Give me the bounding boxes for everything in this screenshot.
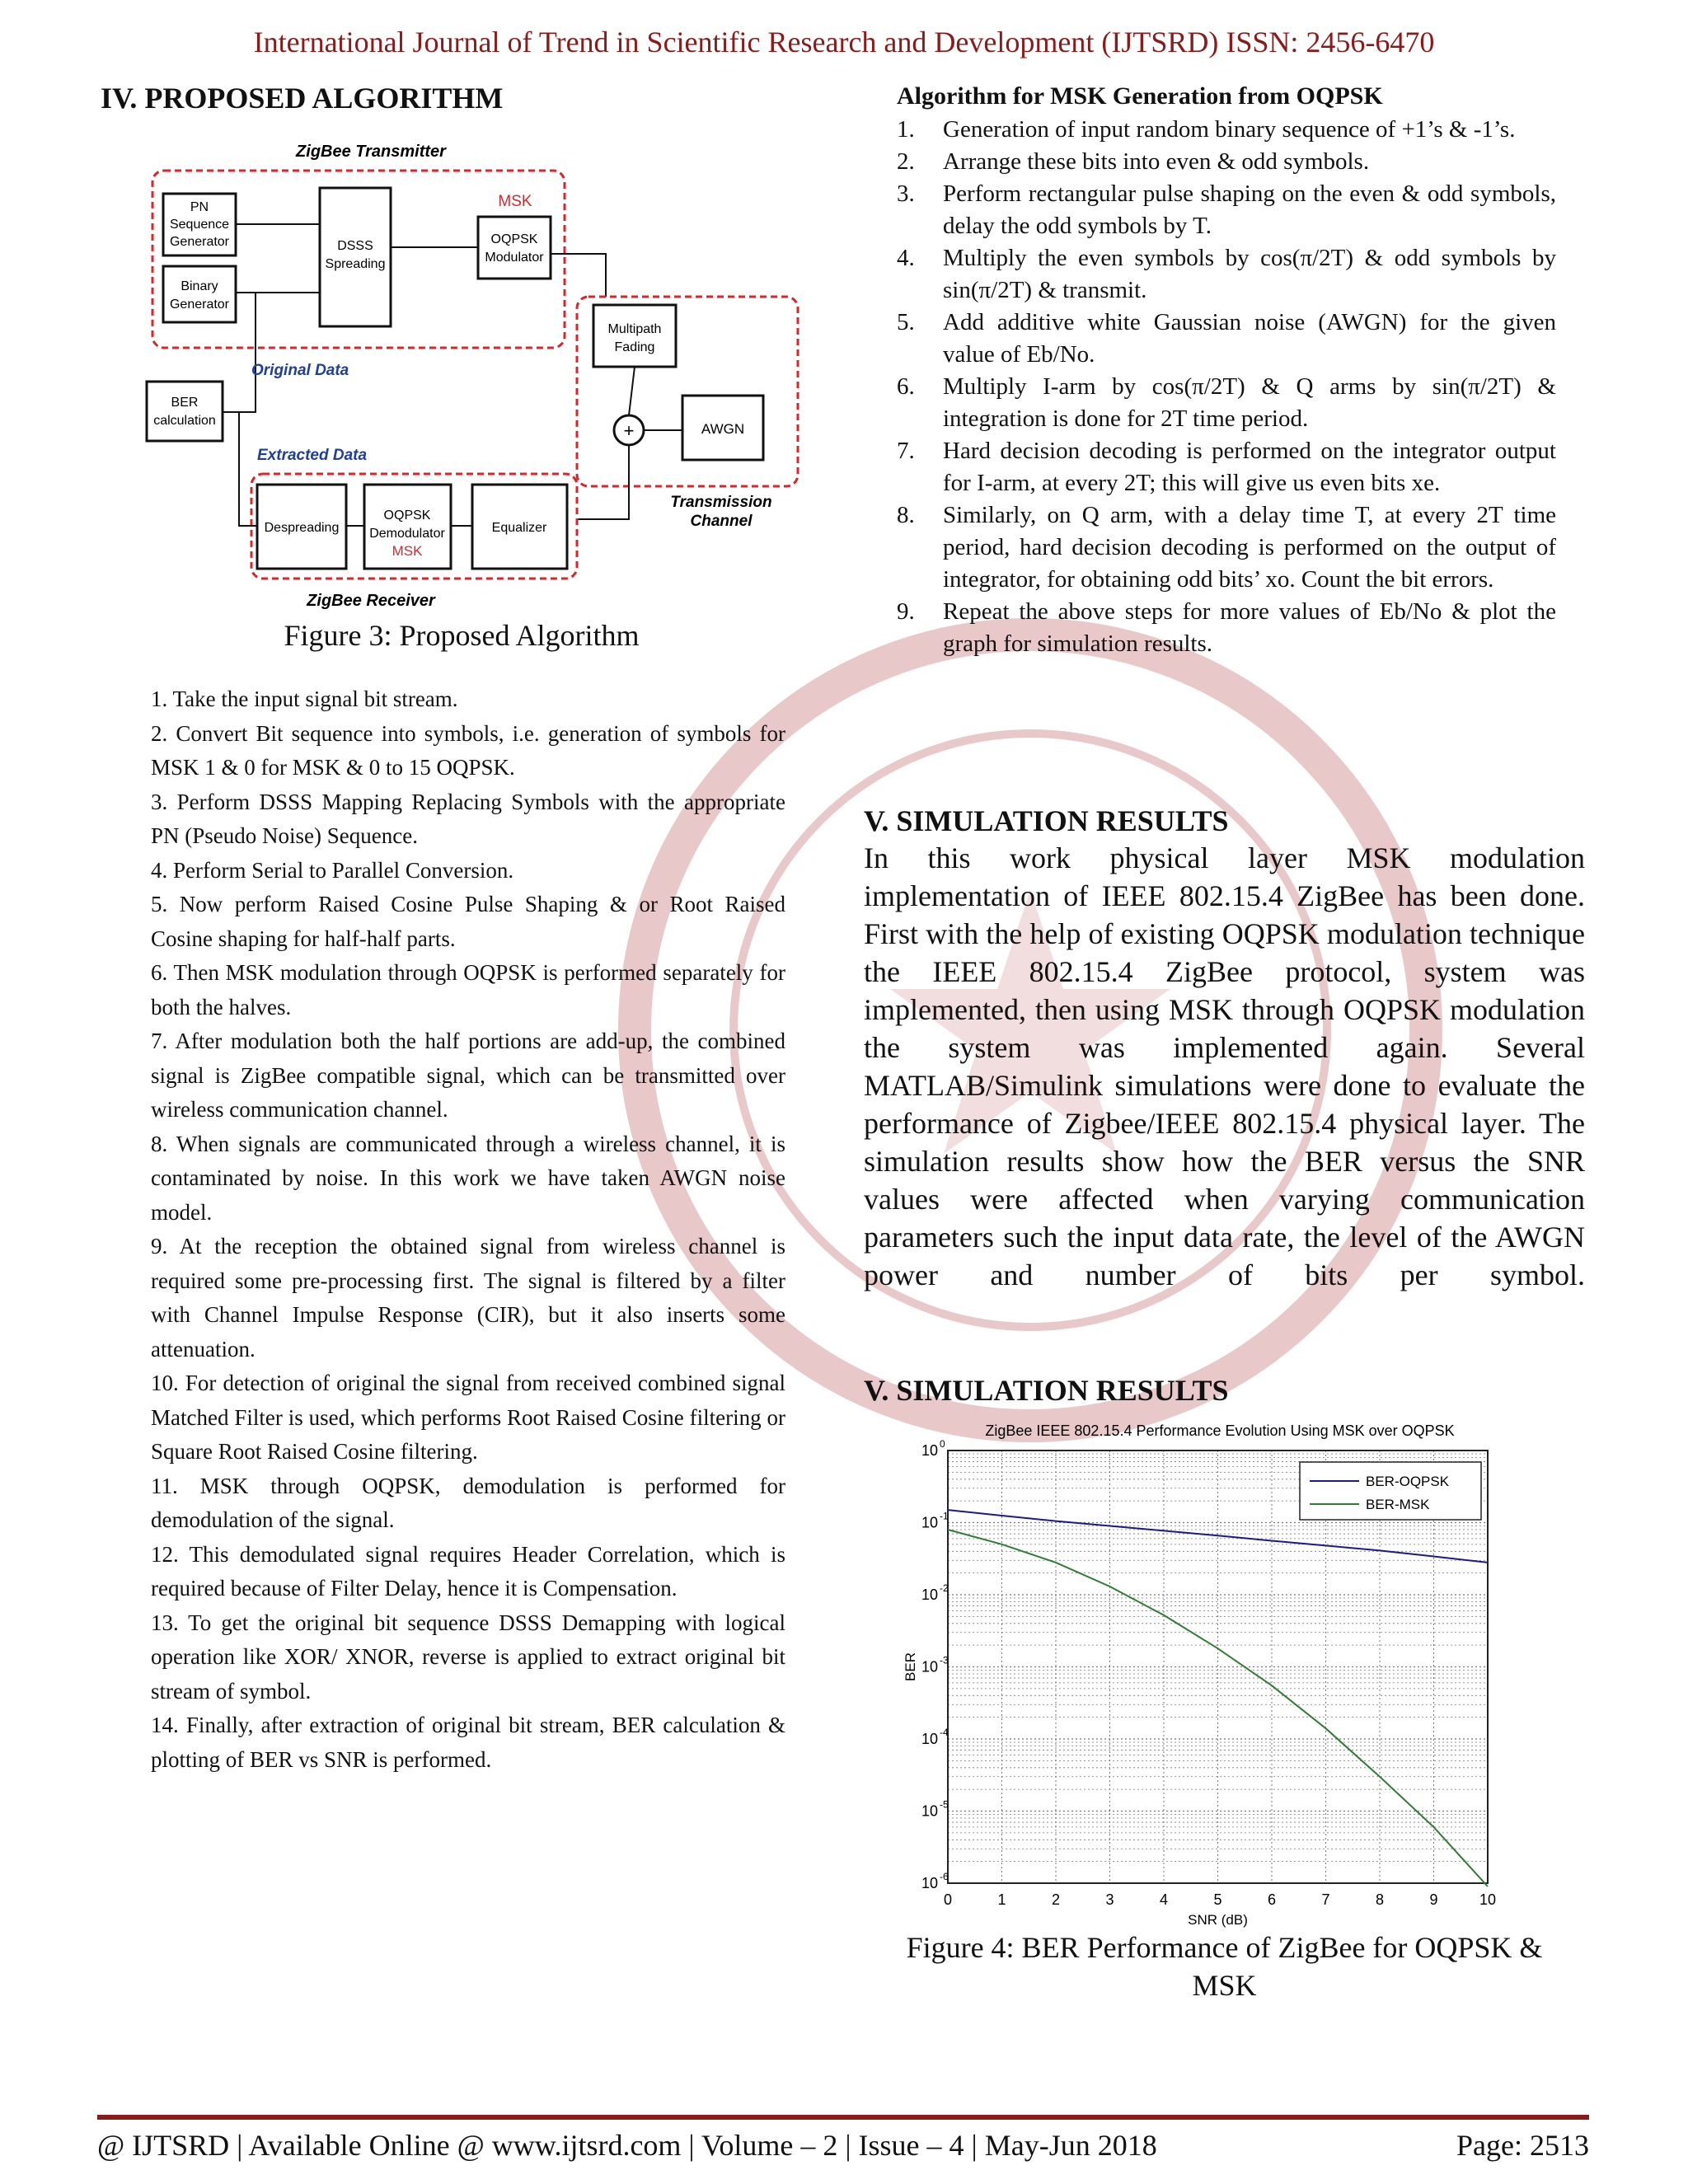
ber-label-1: BER	[171, 396, 199, 410]
binary-label-1: Binary	[181, 279, 218, 293]
binary-generator-block	[163, 266, 236, 322]
adder-symbol: +	[623, 420, 635, 441]
pn-label-1: PN	[190, 200, 209, 214]
x-tick-label: 1	[997, 1891, 1006, 1908]
step-number: 5.	[897, 309, 915, 335]
y-tick-exponent: -1	[940, 1510, 949, 1522]
binary-label-2: Generator	[169, 298, 230, 312]
x-tick-label: 9	[1429, 1891, 1438, 1908]
ber-calculation-block	[147, 382, 223, 441]
list-item	[897, 371, 1556, 435]
list-item: 12. This demodulated signal requires Header Correlation, which is required because of Filter Delay, hence it is Compensation.	[151, 1541, 785, 1601]
y-tick-label: 10	[921, 1658, 938, 1675]
step-text: Generation of input random binary sequence of +1’s & -1’s.	[943, 116, 1516, 143]
footer-left: @ IJTSRD | Available Online @ www.ijtsrd.com | Volume – 2 | Issue – 4 | May-Jun 2018	[97, 2129, 1157, 2162]
list-item	[897, 178, 1556, 242]
channel-label-2: Channel	[690, 513, 753, 530]
x-tick-label: 4	[1159, 1891, 1169, 1908]
list-item: 10. For detection of original the signal from received combined signal Matched Filter is used, which performs Root Raised Cosine filtering or Square Root Raised Cosine filtering.	[151, 1371, 785, 1464]
receiver-title: ZigBee Receiver	[307, 592, 435, 610]
list-item	[897, 596, 1556, 660]
list-item: 2. Convert Bit sequence into symbols, i.e. generation of symbols for MSK 1 & 0 for MSK & 0 to 15 OQPSK.	[151, 720, 785, 780]
dsss-label-2: Spreading	[325, 257, 386, 271]
list-item: 14. Finally, after extraction of original bit stream, BER calculation & plotting of BER vs SNR is performed.	[151, 1713, 785, 1772]
x-tick-label: 6	[1267, 1891, 1277, 1908]
list-item: 6. Then MSK modulation through OQPSK is performed separately for both the halves.	[151, 960, 785, 1019]
y-tick-label: 10	[921, 1442, 938, 1459]
step-number: 3.	[897, 180, 915, 207]
list-item: 5. Now perform Raised Cosine Pulse Shaping & or Root Raised Cosine shaping for half-half parts.	[151, 892, 785, 951]
list-item: 1. Take the input signal bit stream.	[151, 687, 458, 711]
msk-algorithm-title: Algorithm for MSK Generation from OQPSK	[897, 82, 1383, 110]
y-axis-label: BER	[903, 1652, 918, 1681]
list-item	[897, 435, 1556, 499]
mf-label-1: Multipath	[607, 322, 662, 336]
y-tick-exponent: -5	[940, 1798, 949, 1811]
list-item	[897, 242, 1556, 307]
msk-tx-label: MSK	[498, 193, 532, 210]
list-item: 8. When signals are communicated through a wireless channel, it is contaminated by noise. In this work we have taken AWGN noise model.	[151, 1131, 785, 1225]
oqpsk-modulator-block	[478, 217, 551, 279]
channel-label-1: Transmission	[670, 494, 772, 511]
y-tick-label: 10	[921, 1875, 938, 1891]
legend-label: BER-MSK	[1366, 1497, 1430, 1512]
dsss-label-1: DSSS	[337, 239, 373, 253]
step-number: 2.	[897, 148, 915, 175]
step-text: Repeat the above steps for more values of Eb/No & plot the graph for simulation results.	[943, 598, 1556, 657]
simulation-paragraph: In this work physical layer MSK modulation implementation of IEEE 802.15.4 ZigBee has been done. First with the help of existing OQPSK modulation technique the IEEE 802.15.4 ZigBee protocol, system was implemented, then using MSK through OQPSK modulation the system was implemented again. Several MATLAB/Simulink simulations were done to evaluate the performance of Zigbee/IEEE 802.15.4 physical layer. The simulation results show how the BER versus the SNR values were affected when varying communication parameters such the input data rate, the level of the AWGN power and number of bits per symbol.	[864, 841, 1585, 1291]
y-tick-exponent: -4	[940, 1727, 949, 1738]
list-item	[897, 307, 1556, 371]
y-tick-label: 10	[921, 1731, 938, 1747]
chart-legend	[1300, 1462, 1481, 1520]
oqpsk-demod-label-2: Demodulator	[369, 527, 445, 541]
y-tick-label: 10	[921, 1514, 938, 1531]
list-item: 13. To get the original bit sequence DSSS Demapping with logical operation like XOR/ XNOR, reverse is applied to extract original bit stream of symbol.	[151, 1610, 785, 1704]
section-title-proposed-algorithm: IV. PROPOSED ALGORITHM	[101, 82, 504, 115]
msk-algorithm-steps	[897, 114, 1556, 660]
list-item: 3. Perform DSSS Mapping Replacing Symbols with the appropriate PN (Pseudo Noise) Sequence.	[151, 789, 785, 848]
step-number: 1.	[897, 116, 915, 143]
step-number: 6.	[897, 373, 915, 400]
x-tick-label: 7	[1321, 1891, 1330, 1908]
oqpsk-mod-label-1: OQPSK	[490, 232, 538, 246]
figure-4-caption-line-2: MSK	[1192, 1969, 1257, 2002]
x-tick-label: 3	[1105, 1891, 1114, 1908]
step-number: 9.	[897, 598, 915, 625]
y-tick-label: 10	[921, 1586, 938, 1603]
list-item: 4. Perform Serial to Parallel Conversion.	[151, 857, 514, 883]
equalizer-label: Equalizer	[491, 521, 547, 535]
list-item	[897, 499, 1556, 596]
list-item	[897, 146, 1556, 178]
oqpsk-mod-label-2: Modulator	[485, 251, 544, 265]
list-item	[897, 114, 1556, 146]
step-text: Hard decision decoding is performed on the integrator output for I-arm, at every 2T; this will give us even bits xe.	[943, 438, 1556, 496]
step-text: Multiply I-arm by cos(π/2T) & Q arms by sin(π/2T) & integration is done for 2T time period.	[943, 373, 1556, 432]
y-tick-exponent: -3	[940, 1654, 949, 1666]
extracted-data-label: Extracted Data	[257, 447, 368, 464]
page-footer	[97, 2128, 1589, 2163]
section-title-simulation-results-2: V. SIMULATION RESULTS	[864, 1374, 1229, 1407]
step-text: Perform rectangular pulse shaping on the even & odd symbols, delay the odd symbols by T.	[943, 180, 1556, 239]
figure-3-block-diagram	[132, 132, 824, 618]
y-tick-label: 10	[921, 1802, 938, 1820]
footer-page-number: Page: 2513	[1456, 2129, 1589, 2162]
step-text: Add additive white Gaussian noise (AWGN) for the given value of Eb/No.	[943, 309, 1556, 368]
step-text: Multiply the even symbols by cos(π/2T) & odd symbols by sin(π/2T) & transmit.	[943, 245, 1556, 303]
step-text: Arrange these bits into even & odd symbols.	[943, 148, 1370, 175]
list-item: 7. After modulation both the half portions are add-up, the combined signal is ZigBee compatible signal, which can be transmitted over wireless communication channel.	[151, 1029, 785, 1122]
awgn-label: AWGN	[701, 421, 745, 437]
msk-rx-label: MSK	[392, 543, 423, 559]
ber-label-2: calculation	[153, 414, 216, 428]
journal-header: International Journal of Trend in Scientific Research and Development (IJTSRD) ISSN: 2456-6470	[253, 26, 1435, 59]
figure-4-caption-line-1: Figure 4: BER Performance of ZigBee for OQPSK &	[906, 1931, 1543, 1964]
x-tick-label: 8	[1375, 1891, 1385, 1908]
figure-3-caption: Figure 3: Proposed Algorithm	[284, 619, 640, 652]
x-tick-label: 5	[1213, 1891, 1222, 1908]
y-tick-exponent: 0	[940, 1438, 945, 1450]
list-item: 9. At the reception the obtained signal from wireless channel is required some pre-processing first. The signal is filtered by a filter with Channel Impulse Response (CIR), but it also inserts some attenuation.	[151, 1234, 785, 1361]
legend-label: BER-OQPSK	[1366, 1474, 1450, 1489]
algorithm-steps-list	[151, 682, 785, 1777]
y-tick-exponent: -2	[940, 1582, 949, 1594]
list-item: 11. MSK through OQPSK, demodulation is performed for demodulation of the signal.	[151, 1473, 785, 1532]
step-text: Similarly, on Q arm, with a delay time T, at every 2T time period, hard decision decoding is performed on the output of integrator, for obtaining odd bits’ xo. Count the bit errors.	[943, 502, 1556, 593]
despreading-label: Despreading	[264, 521, 340, 535]
footer-rule	[97, 2115, 1589, 2120]
x-tick-label: 2	[1051, 1891, 1061, 1908]
x-tick-label: 0	[943, 1891, 953, 1908]
pn-label-2: Sequence	[169, 218, 230, 232]
step-number: 7.	[897, 438, 915, 464]
oqpsk-demod-label-1: OQPSK	[383, 509, 431, 523]
x-axis-label: SNR (dB)	[1188, 1912, 1248, 1928]
x-tick-label: 10	[1479, 1891, 1497, 1908]
step-number: 4.	[897, 245, 915, 271]
y-tick-exponent: -6	[940, 1871, 949, 1882]
pn-label-3: Generator	[169, 235, 230, 249]
section-title-simulation-results: V. SIMULATION RESULTS	[864, 804, 1229, 837]
original-data-label: Original Data	[251, 362, 349, 379]
step-number: 8.	[897, 502, 915, 528]
mf-label-2: Fading	[614, 340, 655, 354]
ber-snr-chart	[898, 1418, 1525, 1937]
chart-title: ZigBee IEEE 802.15.4 Performance Evolution Using MSK over OQPSK	[985, 1422, 1455, 1439]
transmitter-title: ZigBee Transmitter	[296, 143, 446, 161]
